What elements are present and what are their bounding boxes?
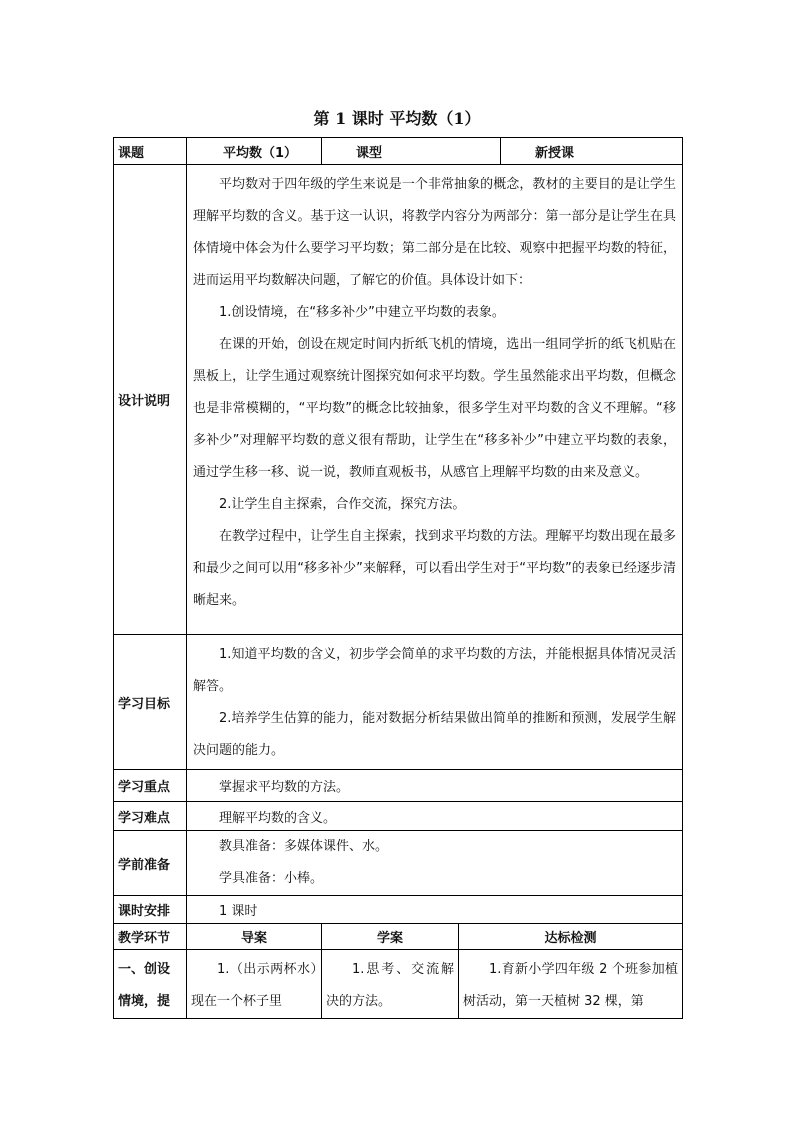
lesson-plan-table [113,137,683,1019]
key-point-value: 掌握求平均数的方法。 [187,770,683,802]
difficulty-label: 学习难点 [114,802,187,831]
guide-header: 导案 [187,924,322,950]
design-paragraph: 1.创设情境，在“移多补少”中建立平均数的表象。 [219,305,505,320]
difficulty-value: 理解平均数的含义。 [187,802,683,831]
topic-label: 课题 [114,138,187,165]
type-label: 课型 [322,138,501,165]
design-paragraph: 在课的开始，创设在规定时间内折纸飞机的情境，选出一组同学折的纸飞机贴在黑板上，让学生通过观察统计图探究如何求平均数。学生虽然能求出平均数，但概念也是非常模糊的，“平均数”的概念比较抽象，很多学生对平均数的含义不理解。“移多补少”对理解平均数的意义很有帮助，让学生在“移多补少”中建立平均数的表象，通过学生移一移、说一说，教师直观板书，从感官上理解平均数的由来及意义。 [193,337,677,480]
goals-label: 学习目标 [114,635,187,770]
type-value: 新授课 [501,138,683,165]
design-paragraph: 2.让学生自主探索，合作交流，探究方法。 [219,497,466,512]
preparation-label: 学前准备 [114,831,187,896]
lesson-guide-cell [187,950,322,1019]
difficulty-row [114,802,683,831]
design-row [114,165,683,635]
lesson-study-cell [322,950,459,1019]
lesson-check-cell [459,950,683,1019]
schedule-label: 课时安排 [114,896,187,924]
lesson-study: 1.思考、交流解决的方法。 [326,962,454,1009]
student-preparation: 学具准备：小棒。 [219,871,324,886]
key-point-row [114,770,683,802]
stage-header: 教学环节 [114,924,187,950]
study-header: 学案 [322,924,459,950]
goal-item: 1.知道平均数的含义，初步学会简单的求平均数的方法，并能根据具体情况灵活解答。 [193,647,677,694]
topic-value: 平均数（1） [187,138,322,165]
lesson-stage: 一、创设情境，提 [114,950,187,1019]
key-point-label: 学习重点 [114,770,187,802]
teacher-preparation: 教具准备：多媒体课件、水。 [219,839,389,854]
schedule-value: 1 课时 [187,896,683,924]
schedule-row [114,896,683,924]
lesson-header-row [114,924,683,950]
design-content [187,165,683,635]
info-row [114,138,683,165]
lesson-row [114,950,683,1019]
preparation-content [187,831,683,896]
check-header: 达标检测 [459,924,683,950]
preparation-row [114,831,683,896]
design-paragraph: 在教学过程中，让学生自主探索，找到求平均数的方法。理解平均数出现在最多和最少之间可以用“移多补少”来解释，可以看出学生对于“平均数”的表象已经逐步清晰起来。 [193,529,677,608]
document-title: 第 1 课时 平均数（1） [313,109,481,128]
design-label: 设计说明 [114,165,187,635]
lesson-guide: 1.（出示两杯水）现在一个杯子里 [191,962,317,1009]
goals-content [187,635,683,770]
design-paragraph: 平均数对于四年级的学生来说是一个非常抽象的概念，教材的主要目的是让学生理解平均数的含义。基于这一认识，将教学内容分为两部分：第一部分是让学生在具体情境中体会为什么要学习平均数；第二部分是在比较、观察中把握平均数的特征，进而运用平均数解决问题，了解它的价值。具体设计如下： [193,177,677,288]
goals-row [114,635,683,770]
lesson-check: 1.育新小学四年级 2 个班参加植树活动，第一天植树 32 棵，第 [463,962,679,1009]
goal-item: 2.培养学生估算的能力，能对数据分析结果做出简单的推断和预测，发展学生解决问题的能力。 [193,711,677,758]
